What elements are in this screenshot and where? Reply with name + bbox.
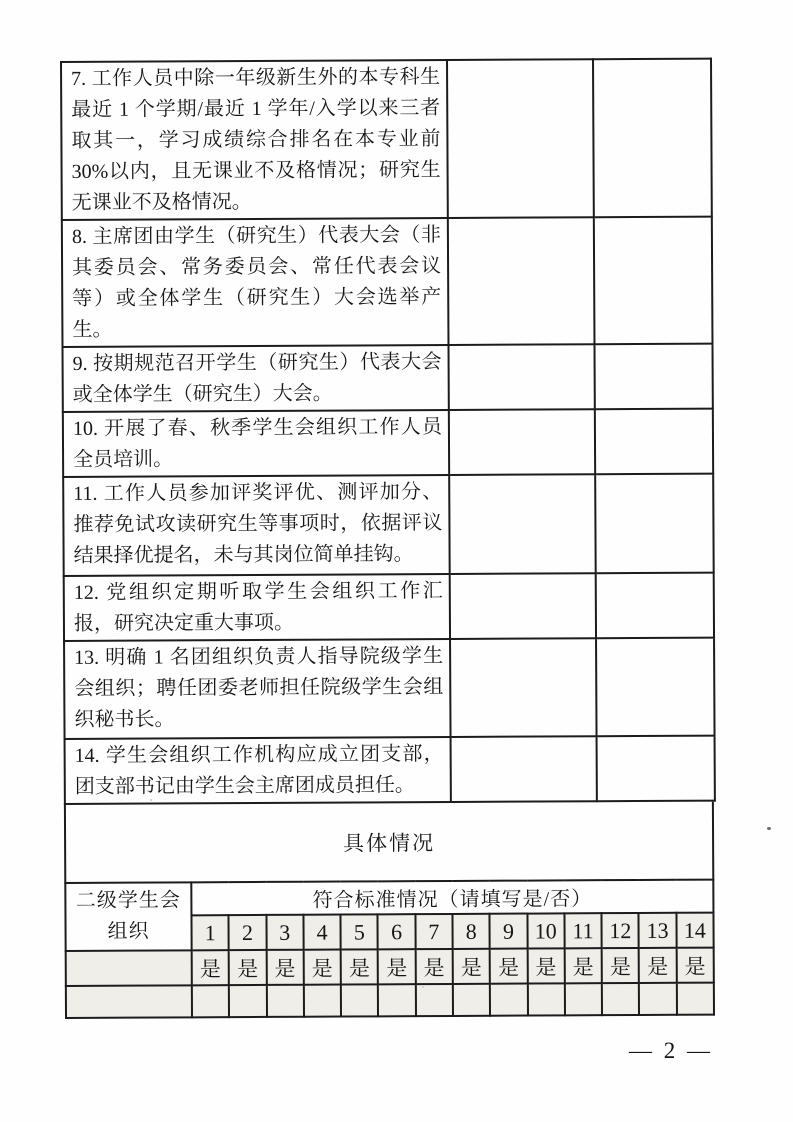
blank-cell: [341, 984, 378, 1016]
criteria-row: [61, 59, 712, 220]
blank-cell: [594, 344, 712, 410]
form-table-region: [60, 58, 715, 1019]
blank-cell: [597, 736, 715, 802]
blank-cell: [676, 983, 714, 1015]
compliance-table: [64, 879, 715, 1019]
blank-cell: [447, 59, 594, 218]
org-header-line1: 二级学生会: [75, 889, 181, 912]
scan-artifact-dot: [422, 986, 424, 988]
answer-cell: 是: [453, 949, 490, 984]
criteria-row: [63, 409, 713, 477]
blank-cell: [378, 984, 415, 1016]
answer-cell: 是: [639, 948, 676, 983]
criteria-text: 14. 学生会组织工作机构应成立团支部，团支部书记由学生会主席团成员担任。: [65, 737, 451, 804]
column-number: 1: [191, 915, 228, 950]
column-number: 4: [303, 915, 340, 950]
compliance-header-row: [65, 880, 713, 916]
answer-cell: 是: [527, 948, 564, 983]
empty-row: [66, 983, 714, 1018]
criteria-text: 8. 主席团由学生（研究生）代表大会（非其委员会、常务委员会、常任代表会议等）或全体学生（研究生）大会选举产生。: [62, 218, 449, 347]
org-name-cell: [66, 950, 192, 986]
blank-cell: [595, 409, 713, 475]
blank-cell: [639, 983, 676, 1015]
answer-cell: 是: [490, 949, 527, 984]
criteria-row: [65, 736, 715, 804]
column-number: 5: [341, 914, 378, 949]
org-column-header-cell: [65, 882, 191, 951]
blank-cell: [565, 983, 602, 1015]
blank-cell: [416, 984, 453, 1016]
scan-artifact-dot: [150, 799, 152, 801]
criteria-table: [60, 58, 716, 805]
blank-cell: [490, 984, 527, 1016]
criteria-text: 10. 开展了春、秋季学生会组织工作人员全员培训。: [63, 410, 449, 477]
criteria-text: 12. 党组织定期听取学生会组织工作汇报，研究决定重大事项。: [64, 574, 450, 641]
column-number: 9: [490, 914, 527, 949]
blank-cell: [450, 573, 596, 639]
blank-cell: [453, 984, 490, 1016]
column-number: 6: [378, 914, 415, 949]
blank-cell: [451, 736, 597, 802]
org-header-line2: 组织: [107, 920, 150, 943]
blank-cell: [449, 474, 596, 574]
criteria-row: [64, 573, 714, 641]
column-number: 3: [266, 915, 303, 950]
column-number: 12: [602, 913, 639, 948]
answer-cell: 是: [676, 948, 714, 983]
detail-section-row: [64, 802, 714, 882]
criteria-row: [62, 344, 712, 412]
column-number: 8: [452, 914, 489, 949]
answer-cell: 是: [229, 950, 266, 985]
blank-cell: [527, 983, 564, 1015]
blank-cell: [593, 59, 712, 218]
answer-cell: 是: [378, 949, 415, 984]
blank-cell: [448, 344, 594, 410]
answer-cell: 是: [266, 950, 303, 985]
blank-cell: [229, 985, 266, 1017]
blank-cell: [304, 985, 341, 1017]
column-number: 14: [676, 913, 714, 948]
criteria-row: [64, 638, 715, 739]
answer-cell: 是: [304, 950, 341, 985]
column-number: 13: [639, 913, 676, 948]
org-name-cell: [66, 985, 192, 1018]
column-number: 10: [527, 913, 564, 948]
criteria-text: 9. 按期规范召开学生（研究生）代表大会或全体学生（研究生）大会。: [62, 345, 448, 412]
blank-cell: [448, 217, 595, 345]
blank-cell: [596, 573, 714, 639]
criteria-text: 7. 工作人员中除一年级新生外的本专科生最近 1 个学期/最近 1 学年/入学以来三者取其一，学习成绩综合排名在本专业前 30%以内，且无课业不及格情况；研究生无课业不及格情况。: [61, 60, 448, 220]
answer-cell: 是: [415, 949, 452, 984]
column-number: 2: [229, 915, 266, 950]
criteria-row: [63, 474, 714, 576]
answer-row: [66, 948, 714, 986]
criteria-row: [62, 217, 713, 347]
blank-cell: [450, 638, 597, 737]
blank-cell: [595, 474, 714, 574]
blank-cell: [596, 638, 715, 737]
page-number: — 2 —: [629, 1038, 713, 1063]
scan-artifact-dot: [767, 827, 771, 830]
column-number: 11: [564, 913, 601, 948]
answer-cell: 是: [564, 948, 601, 983]
blank-cell: [449, 409, 595, 475]
answer-cell: 是: [341, 949, 378, 984]
answer-cell: 是: [192, 950, 229, 985]
blank-cell: [266, 985, 303, 1017]
blank-cell: [192, 985, 229, 1017]
criteria-text: 13. 明确 1 名团组织负责人指导院级学生会组织；聘任团委老师担任院级学生会组织秘书长。: [64, 639, 451, 739]
criteria-text: 11. 工作人员参加评奖评优、测评加分、推荐免试攻读研究生等事项时，依据评议结果择优提名，未与其岗位简单挂钩。: [63, 475, 450, 576]
compliance-standard-header: 符合标准情况（请填写是/否）: [191, 880, 713, 916]
column-number: 7: [415, 914, 452, 949]
blank-cell: [602, 983, 639, 1015]
blank-cell: [594, 217, 713, 345]
detail-section-label: 具体情况: [343, 830, 436, 856]
answer-cell: 是: [602, 948, 639, 983]
